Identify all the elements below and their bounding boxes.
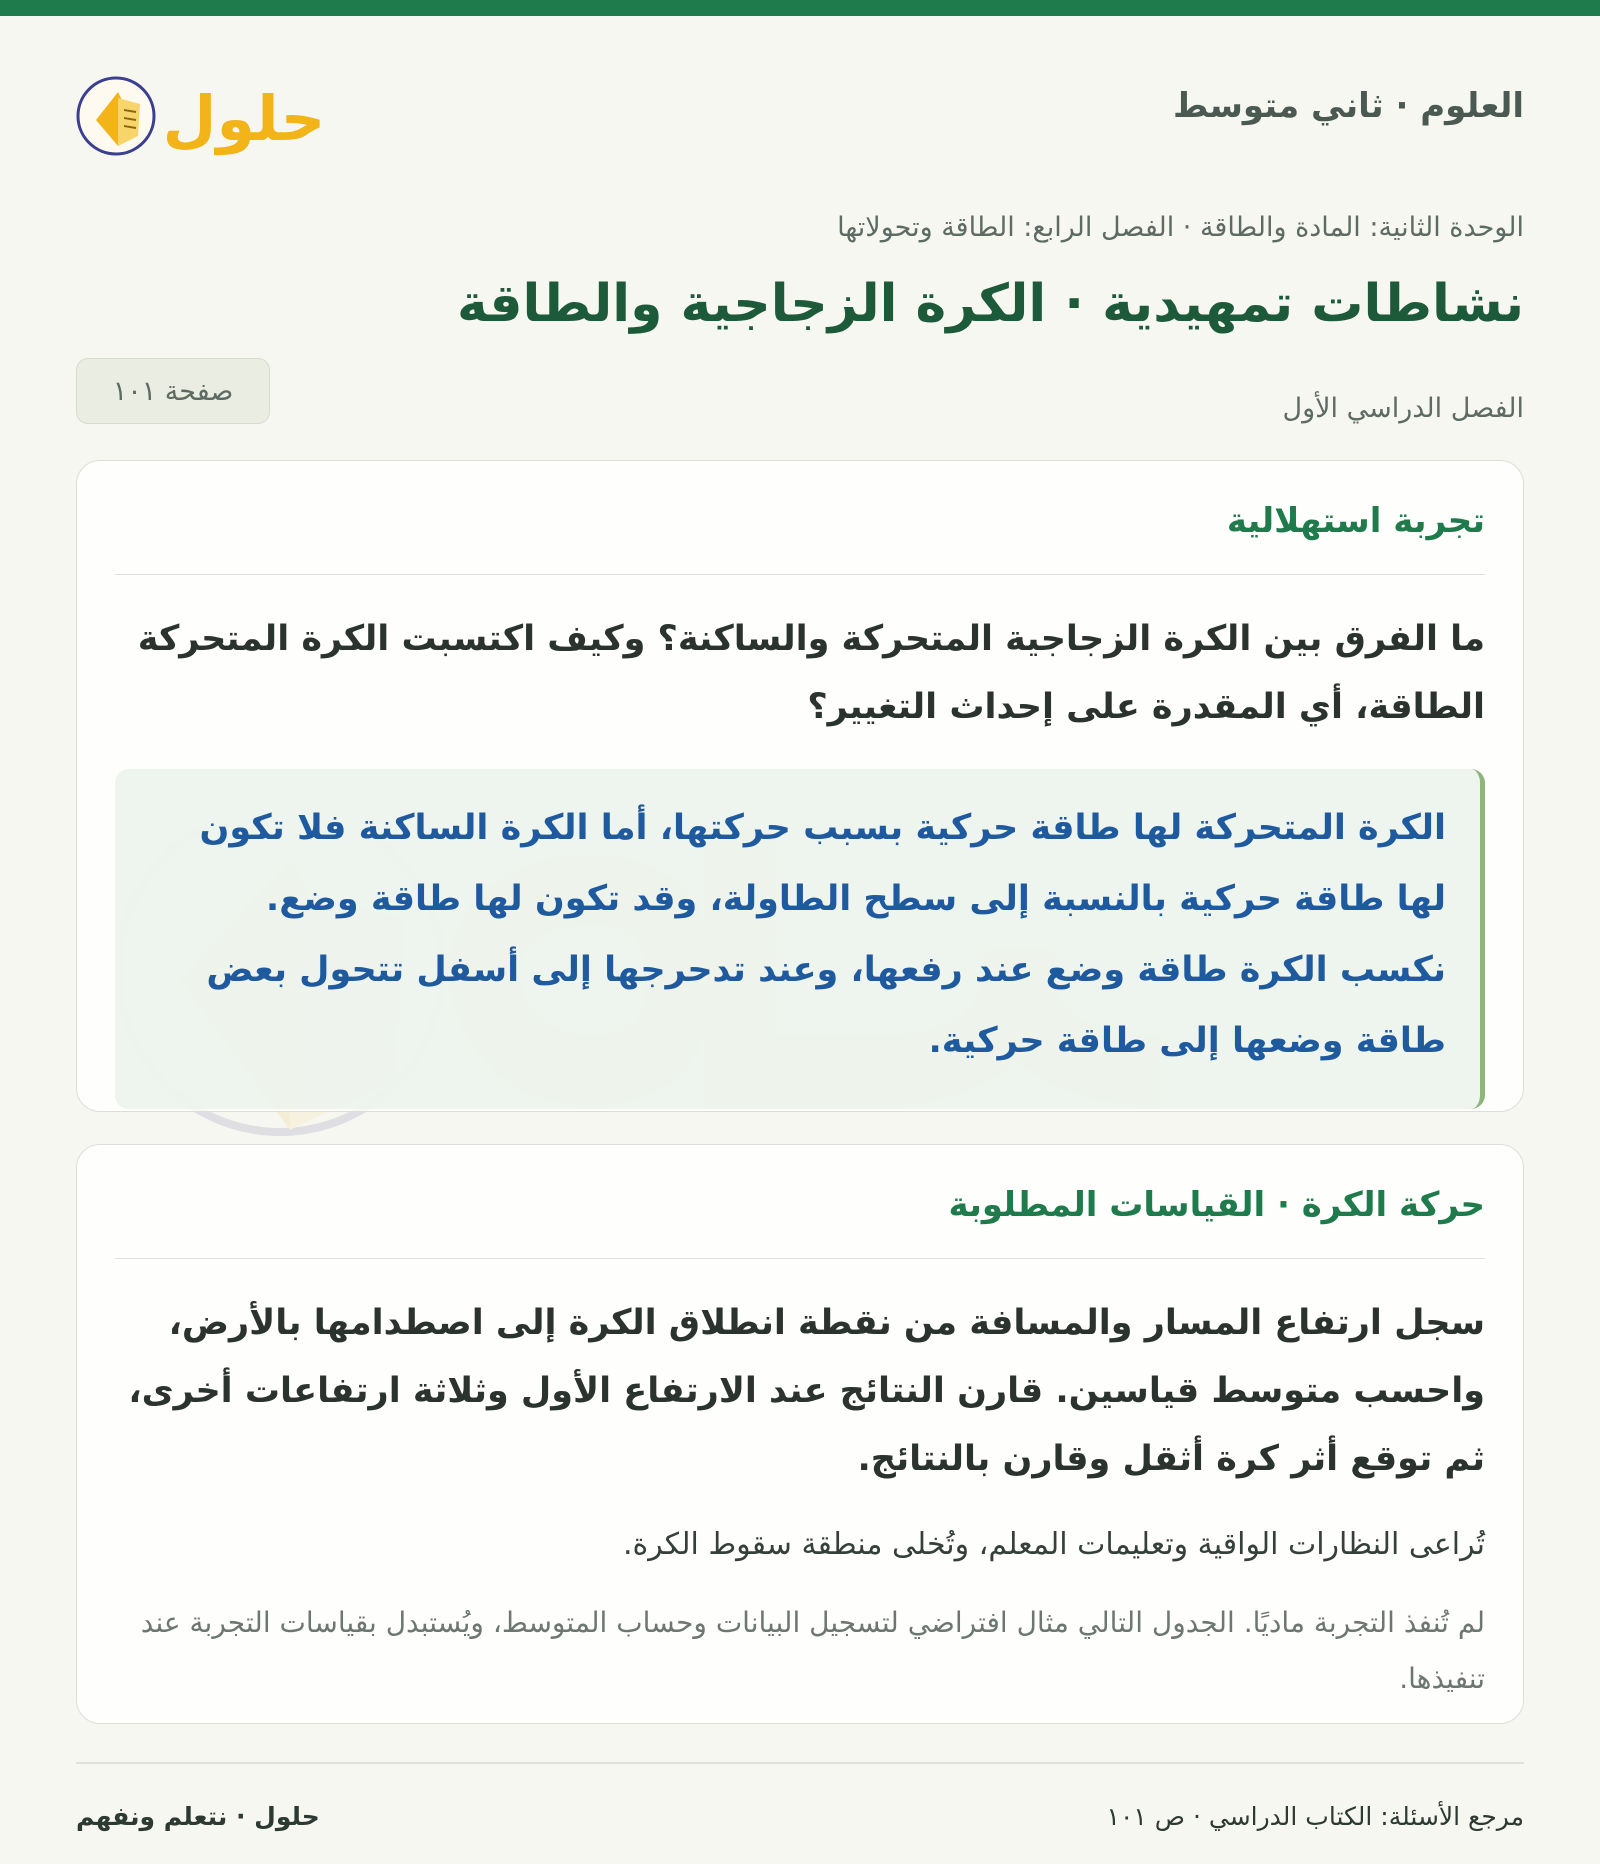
safety-note: تُراعى النظارات الواقية وتعليمات المعلم، وتُخلى منطقة سقوط الكرة.	[623, 1527, 1485, 1562]
page-number-badge: صفحة ١٠١	[76, 358, 270, 424]
hypothetical-note: لم تُنفذ التجربة ماديًا. الجدول التالي مثال افتراضي لتسجيل البيانات وحساب المتوسط، ويُستبدل بقياسات التجربة عند تنفيذها.	[140, 1606, 1485, 1695]
logo-text: حلول	[162, 82, 326, 155]
intro-experiment-card	[76, 460, 1524, 1112]
question-text: ما الفرق بين الكرة الزجاجية المتحركة والساكنة؟ وكيف اكتسبت الكرة المتحركة الطاقة، أي المقدرة على إحداث التغيير؟	[137, 619, 1485, 727]
top-accent-bar	[0, 0, 1600, 16]
header	[76, 16, 1524, 196]
card-heading: حركة الكرة · القياسات المطلوبة	[115, 1145, 1485, 1259]
semester-label: الفصل الدراسي الأول	[1282, 393, 1524, 424]
ball-motion-card	[76, 1144, 1524, 1724]
page-title: نشاطات تمهيدية · الكرة الزجاجية والطاقة	[456, 274, 1524, 334]
answer-box: الكرة المتحركة لها طاقة حركية بسبب حركتها، أما الكرة الساكنة فلا تكون لها طاقة حركية بالنسبة إلى سطح الطاولة، وقد تكون لها طاقة وضع. نكسب الكرة طاقة وضع عند رفعها، وعند تدحرجها إلى أسفل تتحول بعض طاقة وضعها إلى طاقة حركية.	[115, 769, 1485, 1109]
hulul-logo[interactable]	[76, 54, 336, 164]
subject-title: العلوم · ثاني متوسط	[1173, 86, 1524, 126]
breadcrumb: الوحدة الثانية: المادة والطاقة · الفصل الرابع: الطاقة وتحولاتها	[837, 212, 1524, 243]
card-heading: تجربة استهلالية	[115, 461, 1485, 575]
footer-divider	[76, 1762, 1524, 1764]
footer-brand[interactable]: حلول · نتعلم ونفهم	[76, 1802, 320, 1831]
footer-reference: مرجع الأسئلة: الكتاب الدراسي · ص ١٠١	[1106, 1802, 1524, 1831]
instructions-text: سجل ارتفاع المسار والمسافة من نقطة انطلاق الكرة إلى اصطدامها بالأرض، واحسب متوسط قياسين. قارن النتائج عند الارتفاع الأول وثلاثة ارتفاعات أخرى، ثم توقع أثر كرة أثقل وقارن بالنتائج.	[128, 1303, 1485, 1479]
